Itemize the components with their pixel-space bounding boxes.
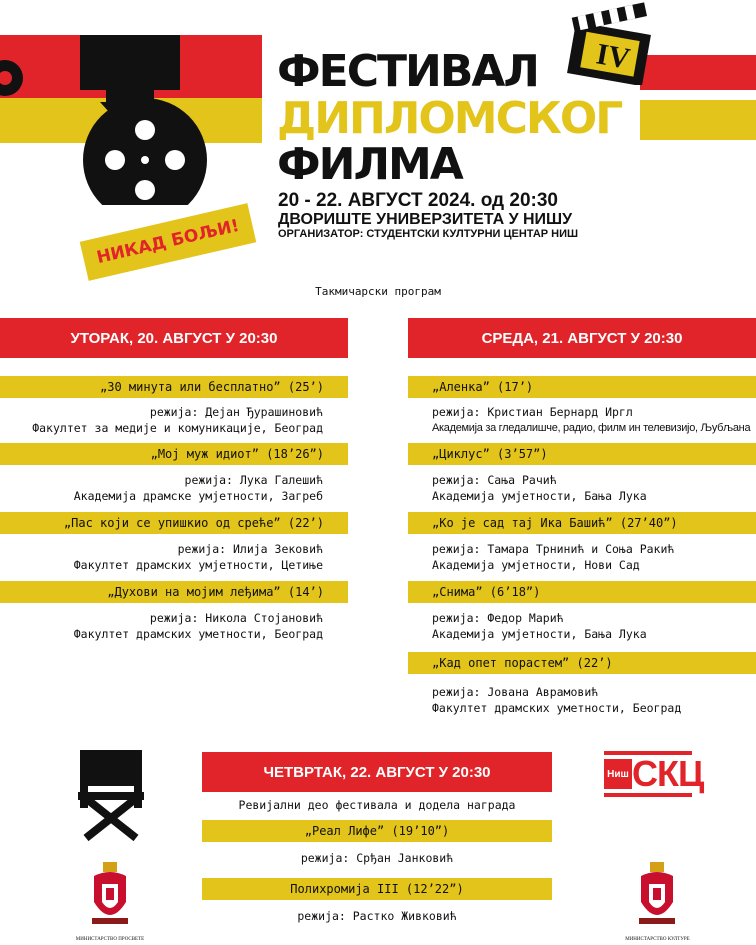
film-credit: режија: Тамара Трнинић и Соња Ракић Академија умјетности, Нови Сад (432, 542, 675, 572)
wednesday-header: СРЕДА, 21. АВГУСТ У 20:30 (408, 318, 756, 358)
film-credit: режија: Срђан Јанковић (300, 851, 454, 865)
program-label: Такмичарски програм (315, 285, 441, 298)
film-title: „Аленка” (17’) (408, 376, 756, 398)
film-title: „Циклус” (3’57”) (408, 443, 756, 465)
film-credit: режија: Дејан Ђурашиновић Факултет за медије и комуникације, Београд (32, 405, 323, 435)
title-festival: ФЕСТИВАЛ (277, 46, 538, 97)
slogan-badge (80, 203, 257, 281)
film-title: „Реал Лифе” (19’10”) (202, 820, 552, 842)
skc-logo (604, 751, 704, 797)
film-credit: режија: Сања Рачић Академија умјетности, Бања Лука (432, 473, 647, 503)
film-credit: режија: Никола Стојановић Факултет драмских уметности, Београд (73, 611, 323, 641)
skc-text: СКЦ (632, 753, 704, 794)
film-projector-icon (0, 30, 262, 205)
film-title: „Снима” (6’18”) (408, 581, 756, 603)
thursday-header: ЧЕТВРТАК, 22. АВГУСТ У 20:30 (202, 752, 552, 792)
director-chair-icon (78, 750, 144, 842)
title-diploma: ДИПЛОМСКОГ (277, 93, 622, 144)
festival-dates: 20 - 22. АВГУСТ 2024. од 20:30 (278, 190, 558, 211)
serbian-coat-of-arms-icon (637, 862, 677, 932)
film-title: „Пас који се упишкио од среће” (22’) (0, 512, 348, 534)
thursday-subtitle: Ревијални део фестивала и додела награда (238, 798, 516, 812)
film-credit: режија: Растко Живковић (297, 909, 457, 923)
film-title: „Кад опет порастем” (22’) (408, 652, 756, 674)
tuesday-header: УТОРАК, 20. АВГУСТ У 20:30 (0, 318, 348, 358)
serbian-coat-of-arms-icon (90, 862, 130, 932)
ministry-culture-label: МИНИСТАРСТВО КУЛТУРЕ (625, 937, 690, 942)
title-film: ФИЛМА (277, 139, 462, 190)
red-band-right (640, 55, 756, 90)
edition-numeral: IV (593, 37, 633, 76)
film-title: „30 минута или бесплатно” (25’) (0, 376, 348, 398)
festival-venue: ДВОРИШТЕ УНИВЕРЗИТЕТА У НИШУ (278, 211, 573, 228)
skc-city-text: Ниш (607, 768, 629, 780)
film-title: „Мој муж идиот” (18’26”) (0, 443, 348, 465)
slogan-text: НИКАД БОЉИ! (94, 215, 242, 269)
yellow-band-right (640, 100, 756, 140)
film-title: Полихромија III (12’22”) (202, 878, 552, 900)
film-credit: режија: Лука Галешић Академија драмске умјетности, Загреб (73, 473, 323, 503)
film-credit: режија: Јована Аврамовић Факултет драмских уметности, Београд (432, 685, 682, 715)
film-credit: режија: Кристиан Бернард Иргл Академија за гледалишче, радио, филм ин телевизијо, Љубљана (432, 405, 751, 434)
ministry-education-label: МИНИСТАРСТВО ПРОСВЕТЕ (75, 937, 145, 942)
film-title: „Ко је сад тај Ика Башић” (27’40”) (408, 512, 756, 534)
film-title: „Духови на мојим леђима” (14’) (0, 581, 348, 603)
film-credit: режија: Илија Зековић Факултет драмских умјетности, Цетиње (73, 542, 323, 572)
festival-organizer: ОРГАНИЗАТОР: СТУДЕНТСКИ КУЛТУРНИ ЦЕНТАР НИШ (278, 228, 579, 240)
film-credit: режија: Федор Марић Академија умјетности, Бања Лука (432, 611, 647, 641)
